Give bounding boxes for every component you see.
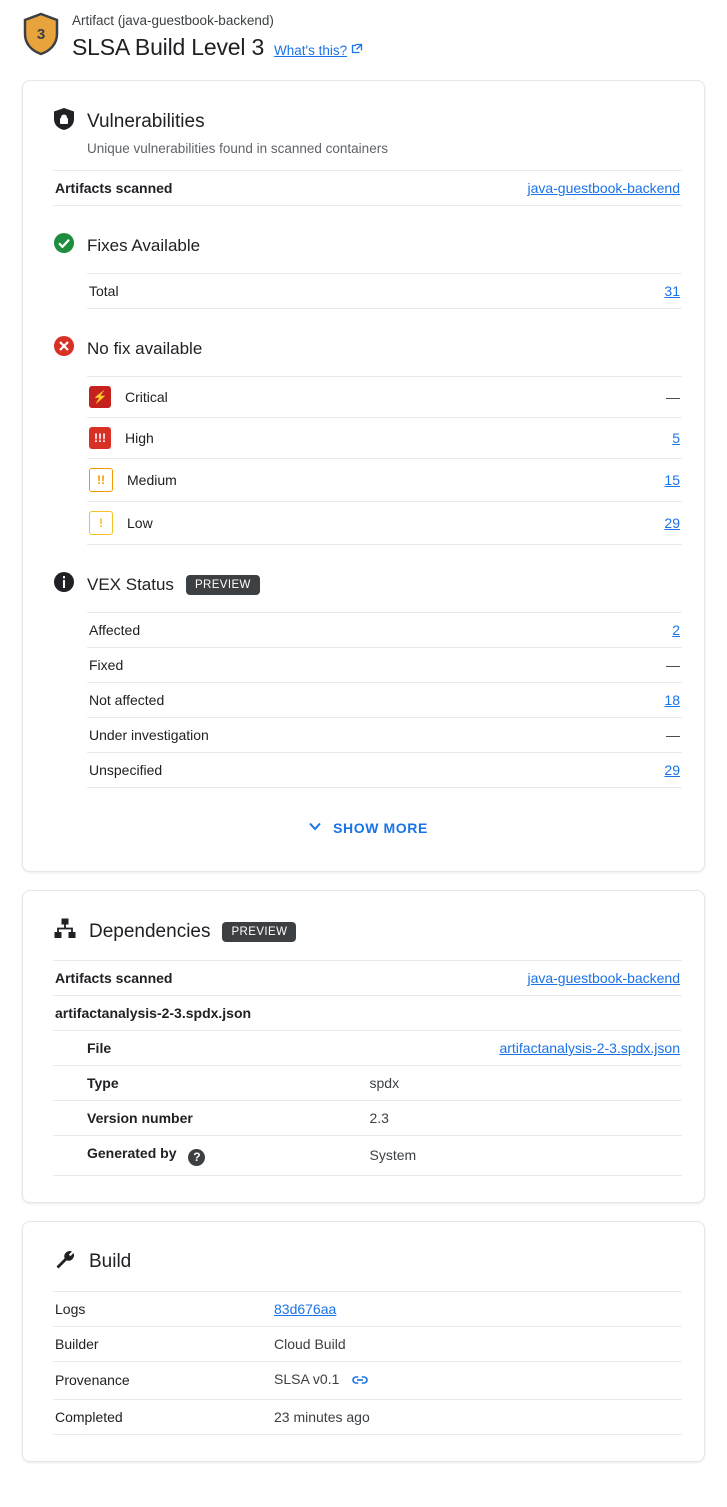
build-provenance-label: Provenance <box>53 1361 272 1399</box>
check-circle-icon <box>53 232 75 259</box>
build-logs-link[interactable]: 83d676aa <box>274 1300 337 1317</box>
artifacts-scanned-value-cell <box>368 171 683 206</box>
dep-file-group-name: artifactanalysis-2-3.spdx.json <box>53 996 682 1031</box>
dep-version-value: 2.3 <box>368 1101 683 1136</box>
dependencies-card <box>22 890 705 1203</box>
vex-status-table <box>87 612 682 788</box>
fixes-available-header <box>53 232 682 259</box>
dep-file-link[interactable]: artifactanalysis-2-3.spdx.json <box>499 1040 680 1056</box>
dependencies-title: Dependencies <box>89 920 211 942</box>
artifacts-scanned-table <box>53 170 682 206</box>
table-row <box>87 459 682 502</box>
dep-file-value-cell <box>368 1031 683 1066</box>
vex-under-investigation-value: — <box>385 718 683 753</box>
high-icon: !!! <box>89 427 111 449</box>
low-icon: ! <box>89 511 113 535</box>
critical-icon: ⚡ <box>89 386 111 408</box>
severity-high-value-cell <box>385 418 683 459</box>
slsa-badge-icon <box>22 12 60 56</box>
table-row <box>53 1031 682 1066</box>
table-row <box>53 1101 682 1136</box>
severity-medium-cell <box>87 459 385 502</box>
fixes-available-table <box>87 273 682 309</box>
info-circle-icon <box>53 571 75 598</box>
table-row <box>53 961 682 996</box>
build-builder-value: Cloud Build <box>272 1326 682 1361</box>
build-provenance-value-cell <box>272 1361 682 1399</box>
build-header <box>53 1248 682 1277</box>
vex-fixed-label: Fixed <box>87 648 385 683</box>
page-title: SLSA Build Level 3 <box>72 34 265 60</box>
dependencies-table <box>53 960 682 1176</box>
help-icon[interactable]: ? <box>188 1149 205 1166</box>
table-row <box>53 171 682 206</box>
vulnerabilities-title: Vulnerabilities <box>87 110 205 132</box>
build-provenance-value: SLSA v0.1 <box>274 1370 340 1387</box>
no-fix-available-table <box>87 376 682 545</box>
show-more-label: SHOW MORE <box>333 819 428 836</box>
build-logs-value-cell <box>272 1291 682 1326</box>
dep-type-label: Type <box>53 1066 368 1101</box>
table-row <box>53 1291 682 1326</box>
header-text <box>72 10 363 62</box>
build-title: Build <box>89 1251 132 1272</box>
vex-status-header <box>53 571 682 598</box>
fixes-available-title: Fixes Available <box>87 235 201 255</box>
dep-generated-by-label: Generated by <box>87 1145 177 1161</box>
table-row <box>53 1361 682 1399</box>
build-table <box>53 1291 682 1435</box>
vex-affected-value-cell <box>385 613 683 648</box>
dependencies-icon <box>53 917 77 946</box>
severity-medium-label: Medium <box>127 472 177 488</box>
vex-affected-label: Affected <box>87 613 385 648</box>
vex-affected-link[interactable]: 2 <box>672 622 680 638</box>
severity-high-link[interactable]: 5 <box>672 430 680 446</box>
page-header <box>0 0 727 62</box>
table-row <box>87 753 682 788</box>
dep-artifacts-scanned-value-cell <box>368 961 683 996</box>
vex-fixed-value: — <box>385 648 683 683</box>
severity-high-cell <box>87 418 385 459</box>
dependencies-header <box>53 917 682 946</box>
vex-unspecified-value-cell <box>385 753 683 788</box>
artifacts-scanned-label: Artifacts scanned <box>53 171 368 206</box>
vulnerabilities-description: Unique vulnerabilities found in scanned containers <box>87 141 388 156</box>
severity-low-label: Low <box>127 515 153 531</box>
dep-version-label: Version number <box>53 1101 368 1136</box>
vex-not-affected-link[interactable]: 18 <box>664 692 680 708</box>
vex-status-title: VEX Status <box>87 574 174 594</box>
build-logs-label: Logs <box>53 1291 272 1326</box>
artifacts-scanned-link[interactable]: java-guestbook-backend <box>527 180 680 196</box>
severity-low-value-cell <box>385 502 683 545</box>
fixes-total-value-cell <box>385 274 683 309</box>
severity-low-link[interactable]: 29 <box>664 515 680 531</box>
dep-artifacts-scanned-label: Artifacts scanned <box>53 961 368 996</box>
table-row <box>87 377 682 418</box>
vulnerabilities-card <box>22 80 705 872</box>
build-completed-label: Completed <box>53 1399 272 1434</box>
external-link-icon <box>351 43 363 58</box>
dependencies-preview-badge: PREVIEW <box>222 922 296 942</box>
severity-medium-link[interactable]: 15 <box>664 472 680 488</box>
fixes-total-link[interactable]: 31 <box>664 283 680 299</box>
chevron-down-icon <box>307 818 323 837</box>
table-row <box>87 502 682 545</box>
table-row <box>87 648 682 683</box>
dep-file-label: File <box>53 1031 368 1066</box>
fixes-total-label: Total <box>87 274 385 309</box>
vex-unspecified-label: Unspecified <box>87 753 385 788</box>
artifact-subtitle: Artifact (java-guestbook-backend) <box>72 13 274 28</box>
table-row <box>87 683 682 718</box>
severity-high-label: High <box>125 430 154 446</box>
table-row <box>87 613 682 648</box>
build-completed-value: 23 minutes ago <box>272 1399 682 1434</box>
shield-icon <box>53 107 75 136</box>
whats-this-label: What's this? <box>274 43 348 58</box>
severity-critical-cell <box>87 377 385 418</box>
wrench-icon <box>53 1248 77 1277</box>
severity-critical-label: Critical <box>125 389 168 405</box>
table-row <box>53 1136 682 1176</box>
title-row <box>72 32 363 62</box>
table-row <box>87 274 682 309</box>
severity-medium-value-cell <box>385 459 683 502</box>
table-row <box>53 1399 682 1434</box>
vulnerabilities-header <box>53 107 682 136</box>
no-fix-available-header <box>53 335 682 362</box>
svg-text:3: 3 <box>36 26 46 43</box>
table-row <box>87 718 682 753</box>
table-row <box>53 1066 682 1101</box>
vex-not-affected-label: Not affected <box>87 683 385 718</box>
vex-unspecified-link[interactable]: 29 <box>664 762 680 778</box>
build-card <box>22 1221 705 1462</box>
vex-preview-badge: PREVIEW <box>186 575 260 595</box>
error-circle-icon <box>53 335 75 362</box>
dep-type-value: spdx <box>368 1066 683 1101</box>
build-builder-label: Builder <box>53 1326 272 1361</box>
table-row <box>53 1326 682 1361</box>
dep-artifacts-scanned-link[interactable]: java-guestbook-backend <box>527 970 680 986</box>
whats-this-link[interactable] <box>274 43 363 58</box>
vex-under-investigation-label: Under investigation <box>87 718 385 753</box>
no-fix-available-title: No fix available <box>87 338 203 358</box>
medium-icon: !! <box>89 468 113 492</box>
table-row <box>53 996 682 1031</box>
show-more-button[interactable] <box>53 810 682 845</box>
dep-generated-by-value: System <box>368 1136 683 1176</box>
link-chain-icon[interactable] <box>351 1373 369 1390</box>
severity-critical-value: — <box>385 377 683 418</box>
severity-low-cell <box>87 502 385 545</box>
table-row <box>87 418 682 459</box>
vex-not-affected-value-cell <box>385 683 683 718</box>
dep-generated-by-cell <box>53 1136 368 1176</box>
